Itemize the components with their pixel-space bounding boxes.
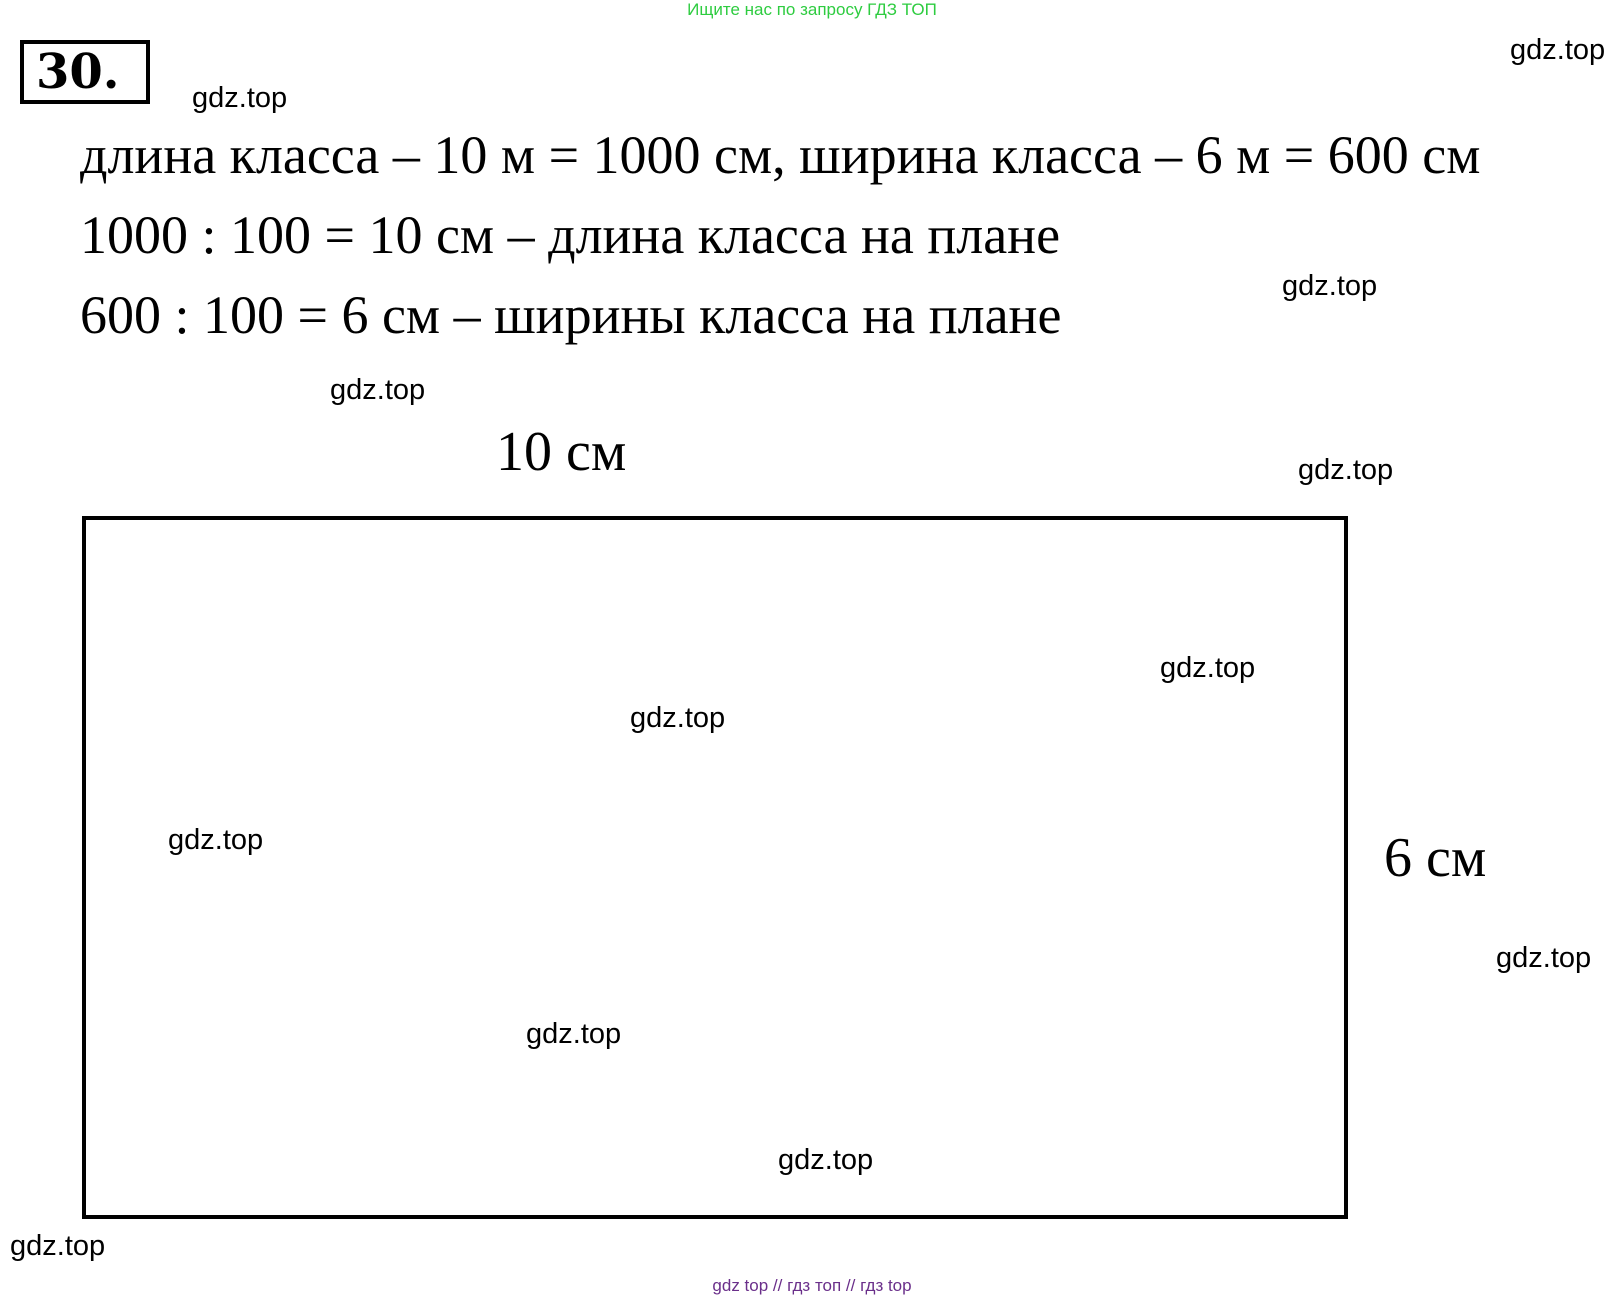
length-label: 10 см xyxy=(496,421,627,483)
watermark: gdz.top xyxy=(526,1018,622,1050)
watermark: gdz.top xyxy=(1282,270,1378,302)
watermark: gdz.top xyxy=(10,1230,106,1262)
watermark: gdz.top xyxy=(330,374,426,406)
problem-number: 30. xyxy=(20,40,150,104)
watermark: gdz.top xyxy=(1510,34,1606,66)
solution-line-3: 600 : 100 = 6 см – ширины класса на плане xyxy=(80,285,1062,345)
watermark: gdz.top xyxy=(1160,652,1256,684)
watermark: gdz.top xyxy=(630,702,726,734)
footer-links: gdz top // гдз топ // гдз top xyxy=(712,1276,912,1295)
watermark: gdz.top xyxy=(192,82,288,114)
search-banner: Ищите нас по запросу ГДЗ ТОП xyxy=(687,0,937,19)
solution-line-1: длина класса – 10 м = 1000 см, ширина класса – 6 м = 600 см xyxy=(80,125,1481,185)
watermark: gdz.top xyxy=(168,824,264,856)
solution-line-2: 1000 : 100 = 10 см – длина класса на плане xyxy=(80,205,1061,265)
classroom-plan-rectangle xyxy=(82,516,1348,1219)
watermark: gdz.top xyxy=(1496,942,1592,974)
watermark: gdz.top xyxy=(778,1144,874,1176)
watermark: gdz.top xyxy=(1298,454,1394,486)
width-label: 6 см xyxy=(1384,827,1487,889)
